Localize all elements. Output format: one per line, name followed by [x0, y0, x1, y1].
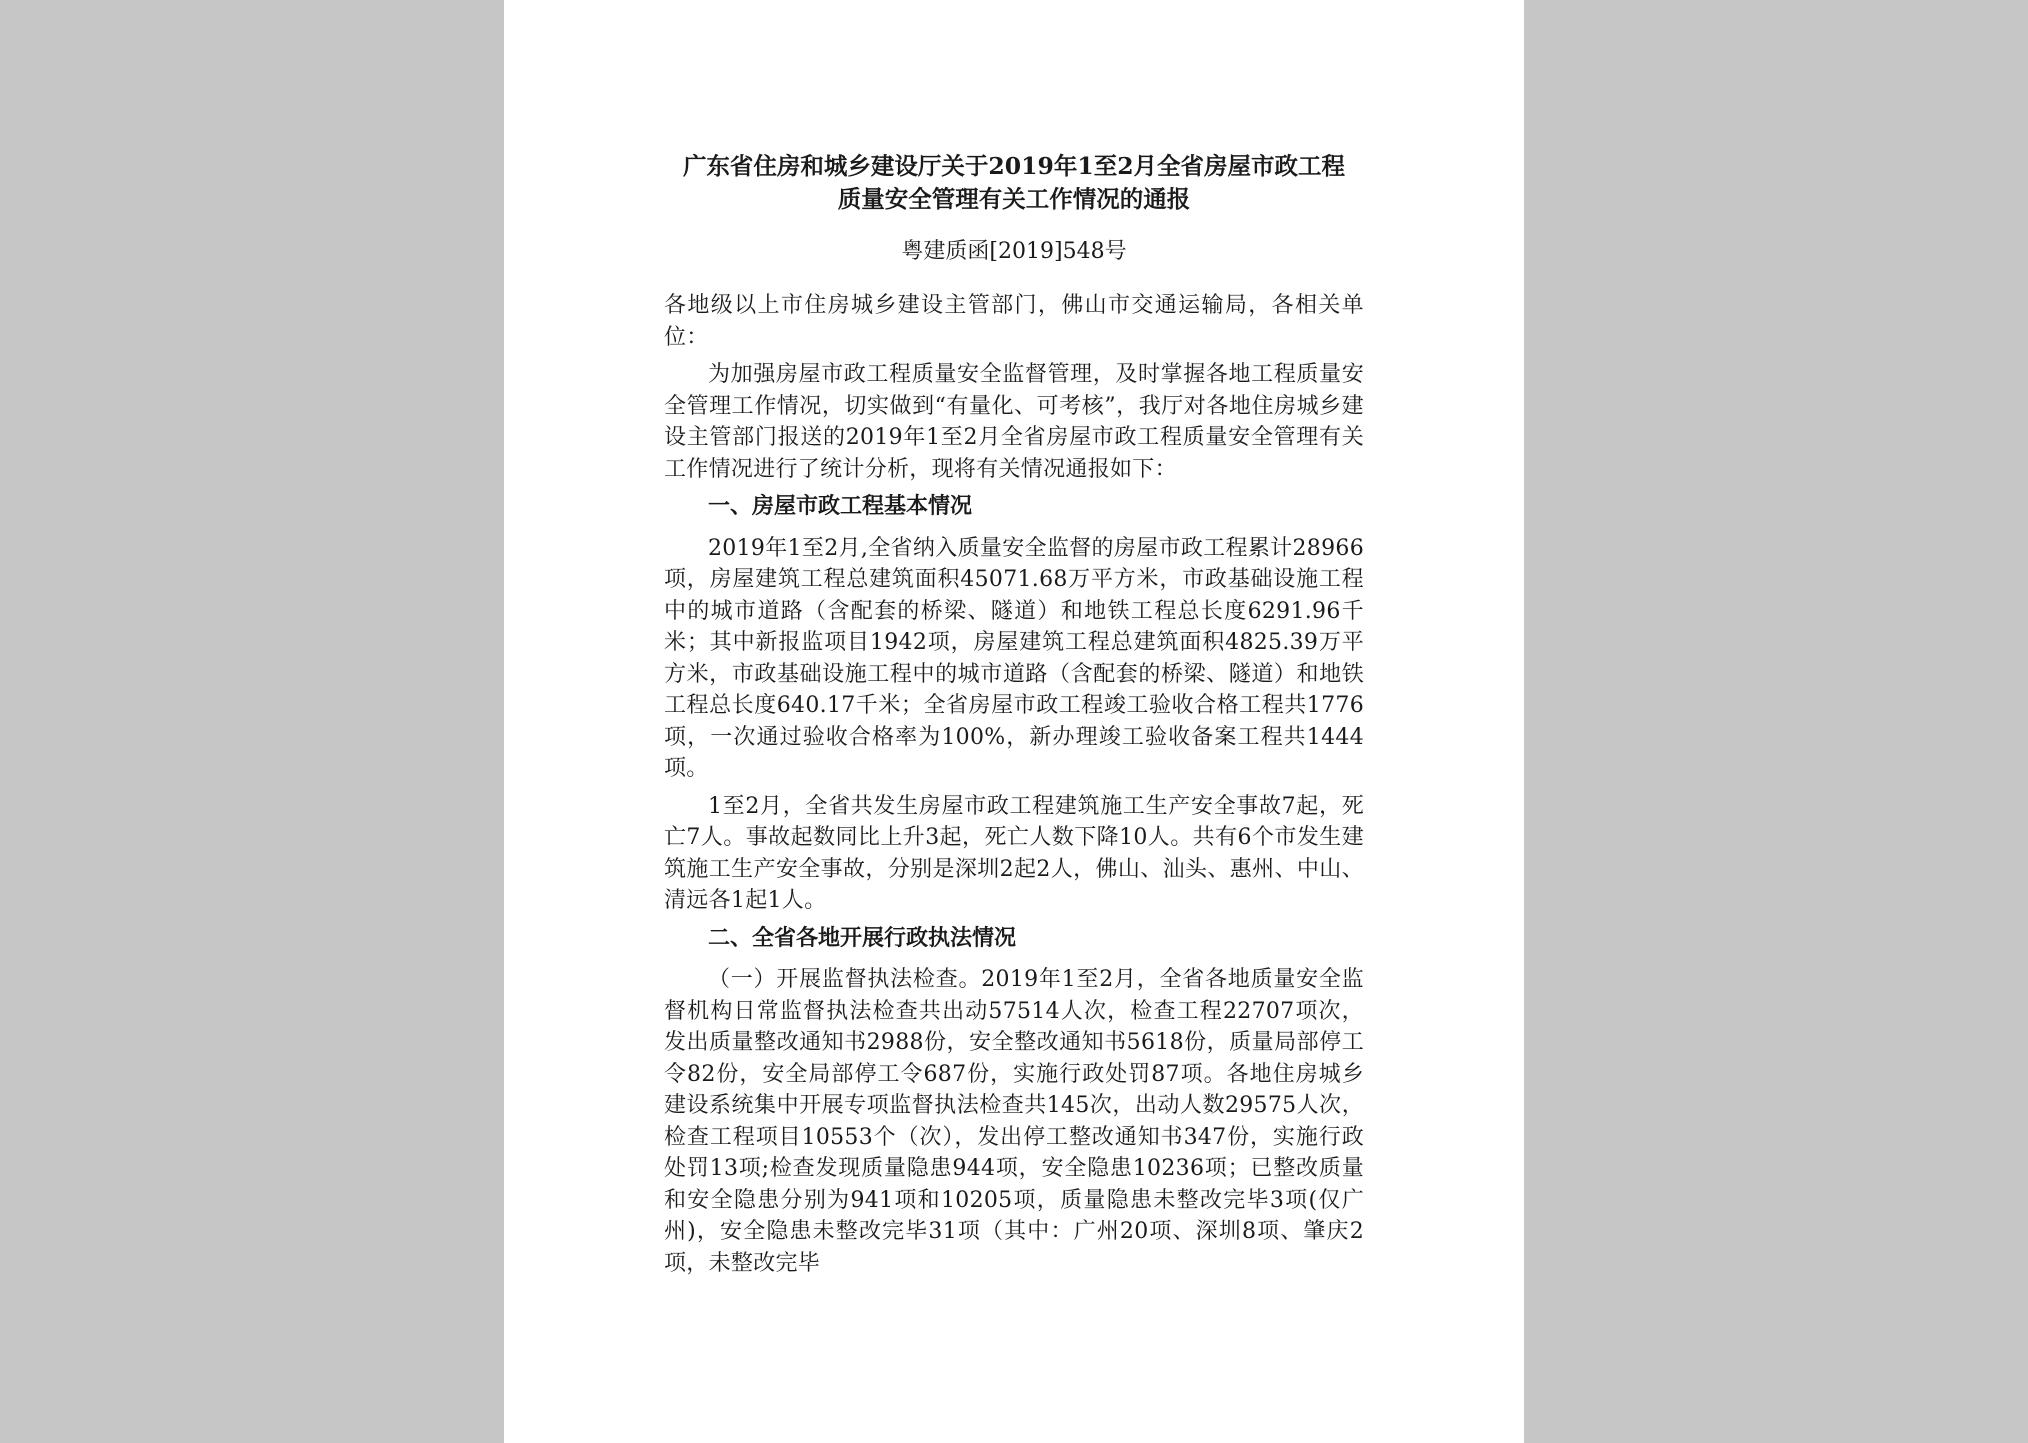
- section-2-paragraph-1: （一）开展监督执法检查。2019年1至2月，全省各地质量安全监督机构日常监督执法检查共出动57514人次，检查工程22707项次，发出质量整改通知书2988份，安全整改通知书5618份，质量局部停工令82份，安全局部停工令687份，实施行政处罚87项。各地住房城乡建设系统集中开展专项监督执法检查共145次，出动人数29575人次，检查工程项目10553个（次），发出停工整改通知书347份，实施行政处罚13项;检查发现质量隐患944项，安全隐患10236项；已整改质量和安全隐患分别为941项和10205项，质量隐患未整改完毕3项(仅广州)，安全隐患未整改完毕31项（其中：广州20项、深圳8项、肇庆2项，未整改完毕: [664, 967, 1364, 1276]
- salutation: 各地级以上市住房城乡建设主管部门，佛山市交通运输局，各相关单位：: [664, 293, 1364, 350]
- section-1-paragraph-2: 1至2月，全省共发生房屋市政工程建筑施工生产安全事故7起，死亡7人。事故起数同比上升3起，死亡人数下降10人。共有6个市发生建筑施工生产安全事故，分别是深圳2起2人，佛山、汕头、惠州、中山、清远各1起1人。: [664, 793, 1364, 913]
- section-1-paragraph-1: 2019年1至2月,全省纳入质量安全监督的房屋市政工程累计28966项，房屋建筑工程总建筑面积45071.68万平方米，市政基础设施工程中的城市道路（含配套的桥梁、隧道）和地铁工程总长度6291.96千米；其中新报监项目1942项，房屋建筑工程总建筑面积4825.39万平方米，市政基础设施工程中的城市道路（含配套的桥梁、隧道）和地铁工程总长度640.17千米；全省房屋市政工程竣工验收合格工程共1776项，一次通过验收合格率为100%，新办理竣工验收备案工程共1444项。: [664, 535, 1364, 781]
- section-2-heading: 二、全省各地开展行政执法情况: [708, 924, 1017, 951]
- intro-paragraph: 为加强房屋市政工程质量安全监督管理，及时掌握各地工程质量安全管理工作情况，切实做到“有量化、可考核”，我厅对各地住房城乡建设主管部门报送的2019年1至2月全省房屋市政工程质量安全管理有关工作情况进行了统计分析，现将有关情况通报如下：: [664, 362, 1364, 482]
- document-title-line-2: 质量安全管理有关工作情况的通报: [837, 185, 1191, 213]
- document-page: [504, 0, 1524, 1443]
- document-number: 粤建质函[2019]548号: [901, 239, 1127, 264]
- section-1-heading: 一、房屋市政工程基本情况: [708, 493, 973, 519]
- document-title-line-1: 广东省住房和城乡建设厅关于2019年1至2月全省房屋市政工程: [682, 152, 1346, 180]
- document-content: [664, 150, 1364, 1285]
